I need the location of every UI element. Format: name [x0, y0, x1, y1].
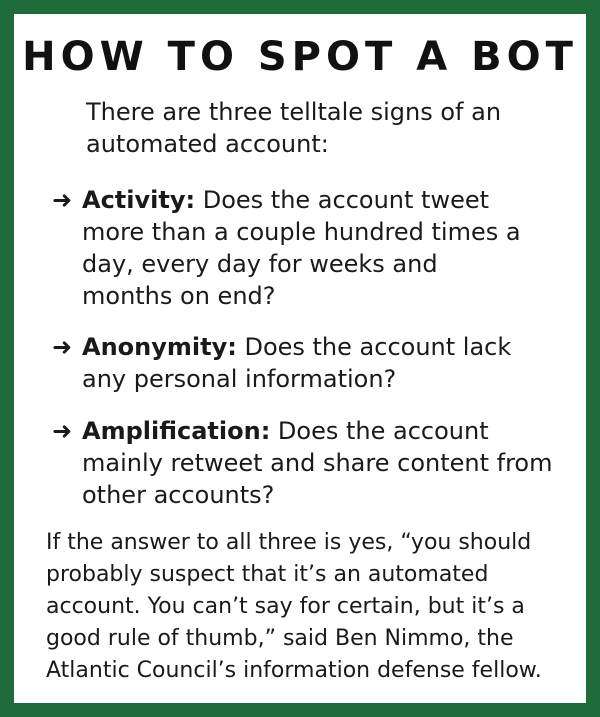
item-term: Activity:	[82, 186, 196, 214]
item-description: Does the account lack any personal information?	[82, 333, 512, 393]
item-description: Does the account mainly retweet and share content from other accounts?	[82, 417, 553, 509]
closing-paragraph: If the answer to all three is yes, “you should probably suspect that it’s an automated account. You can’t say for certain, but it’s a good rule of thumb,” said Ben Nimmo, the Atlantic Council’s information defense fellow.	[46, 530, 542, 683]
item-description: Does the account tweet more than a couple hundred times a day, every day for weeks and months on end?	[82, 186, 521, 310]
item-term: Amplification:	[82, 417, 271, 445]
item-term: Anonymity:	[82, 333, 237, 361]
list-item-anonymity	[52, 331, 562, 395]
list-item-amplification	[52, 415, 562, 511]
page-title: HOW TO SPOT A BOT	[22, 34, 578, 80]
intro-text: There are three telltale signs of an automated account:	[86, 98, 502, 158]
list-item-activity	[52, 184, 522, 312]
arrow-icon: ➜	[52, 333, 73, 361]
arrow-icon: ➜	[52, 417, 73, 445]
content-panel	[14, 14, 586, 703]
arrow-icon: ➜	[52, 186, 73, 214]
